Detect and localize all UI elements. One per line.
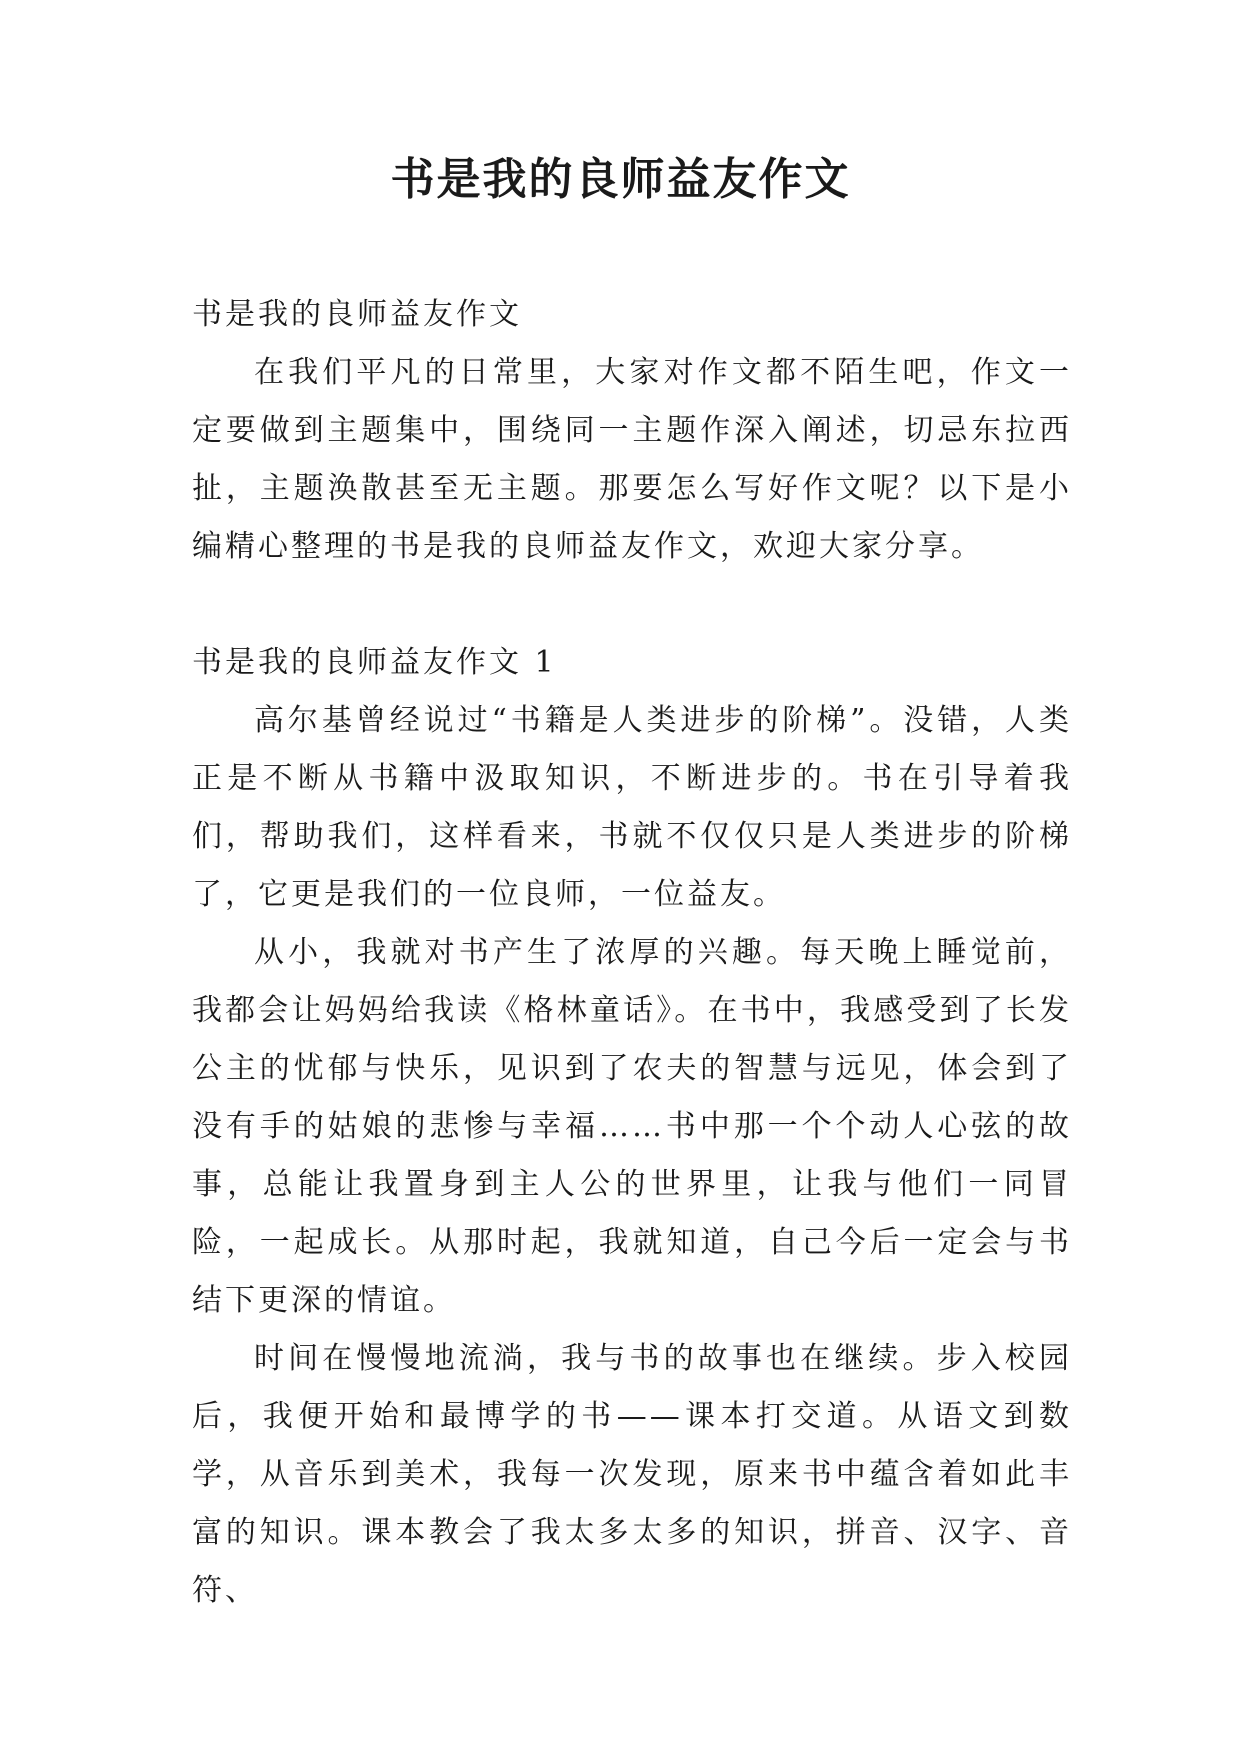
body-paragraph: 从小，我就对书产生了浓厚的兴趣。每天晚上睡觉前，我都会让妈妈给我读《格林童话》。在书中，我感受到了长发公主的忧郁与快乐，见识到了农夫的智慧与远见，体会到了没有手的姑娘的悲惨与幸福……书中那一个个动人心弦的故事，总能让我置身到主人公的世界里，让我与他们一同冒险，一起成长。从那时起，我就知道，自己今后一定会与书结下更深的情谊。 [192,935,1072,1318]
intro-heading: 书是我的良师益友作文 [192,297,522,332]
section-heading: 书是我的良师益友作文 1 [192,645,557,680]
body-paragraph: 时间在慢慢地流淌，我与书的故事也在继续。步入校园后，我便开始和最博学的书——课本打交道。从语文到数学，从音乐到美术，我每一次发现，原来书中蕴含着如此丰富的知识。课本教会了我太多太多的知识，拼音、汉字、音符、 [192,1341,1072,1608]
intro-paragraph: 在我们平凡的日常里，大家对作文都不陌生吧，作文一定要做到主题集中，围绕同一主题作深入阐述，切忌东拉西扯，主题涣散甚至无主题。那要怎么写好作文呢？以下是小编精心整理的书是我的良师益友作文，欢迎大家分享。 [192,355,1072,564]
body-paragraph: 高尔基曾经说过“书籍是人类进步的阶梯”。没错，人类正是不断从书籍中汲取知识，不断进步的。书在引导着我们，帮助我们，这样看来，书就不仅仅只是人类进步的阶梯了，它更是我们的一位良师，一位益友。 [192,703,1072,912]
section-spacer [192,576,1072,634]
document-body [192,286,1072,1620]
document-title: 书是我的良师益友作文 [390,154,851,205]
